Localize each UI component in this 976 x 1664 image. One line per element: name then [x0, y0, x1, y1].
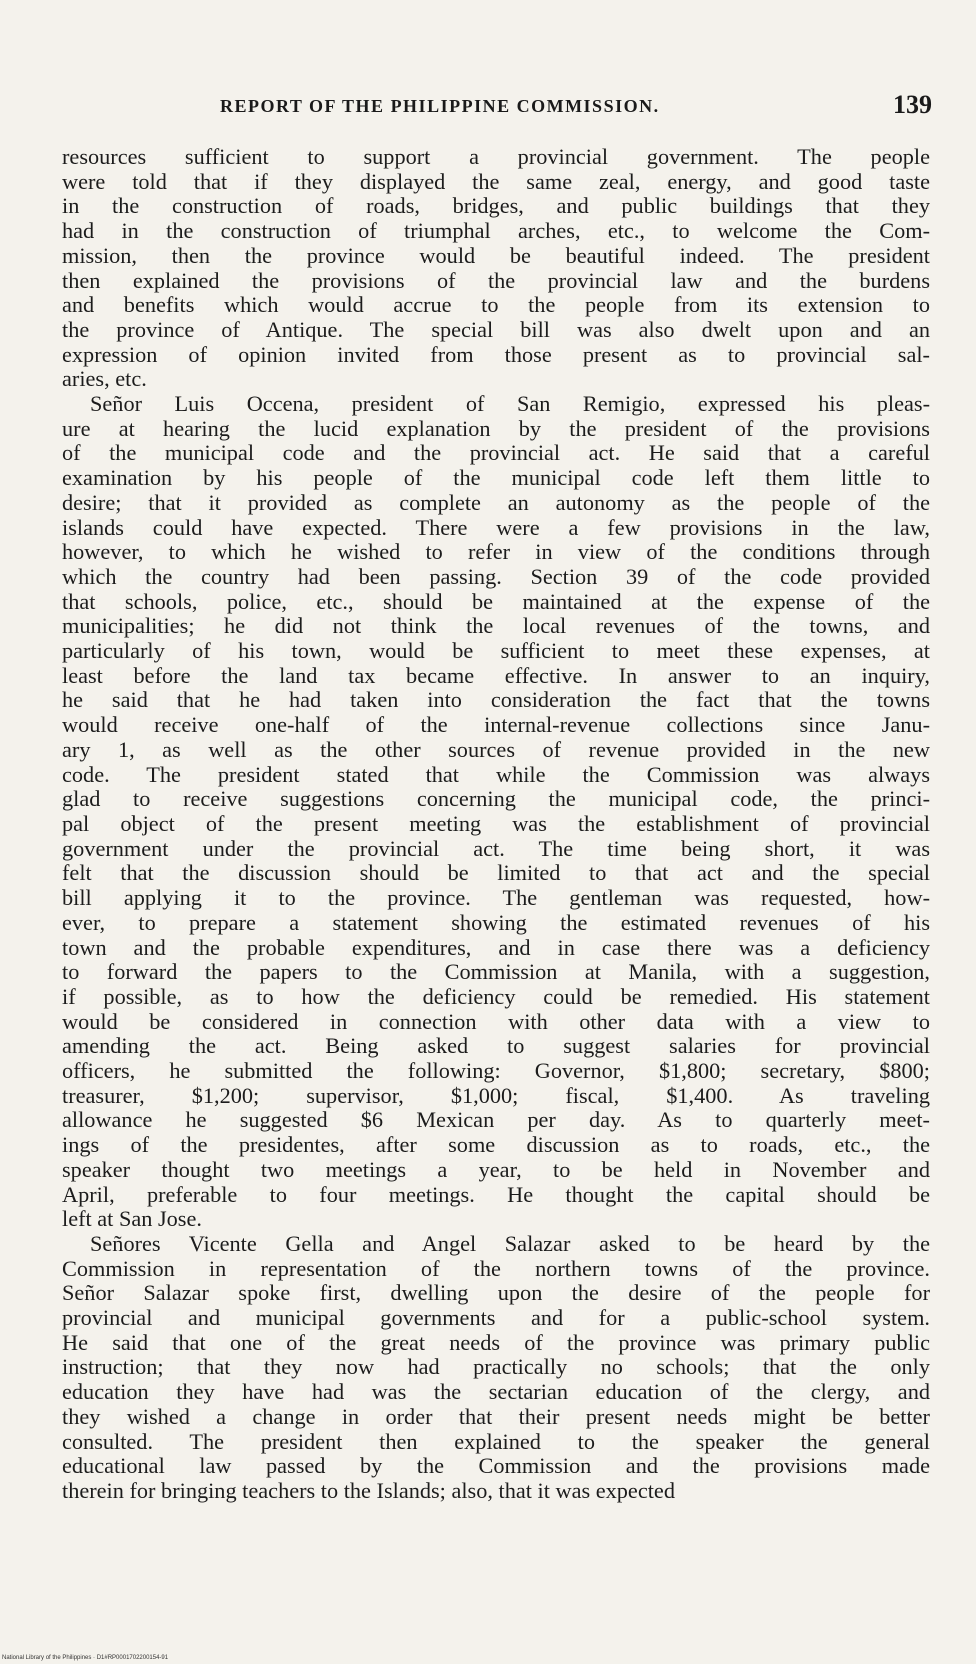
- text-line: resources sufficient to support a provincial government. The people: [62, 144, 930, 169]
- text-line: particularly of his town, would be sufficient to meet these expenses, at: [62, 638, 930, 664]
- text-line: Señor Luis Occena, president of San Remigio, expressed his pleas-: [90, 391, 930, 417]
- text-line: pal object of the present meeting was the establishment of provincial: [62, 810, 930, 836]
- text-line: ary 1, as well as the other sources of revenue provided in the new: [62, 736, 930, 762]
- text-line: provincial and municipal governments and for a public-school system.: [62, 1305, 930, 1331]
- text-line: and benefits which would accrue to the people from its extension to: [62, 292, 930, 318]
- text-line: islands could have expected. There were a few provisions in the law,: [62, 514, 930, 540]
- text-line: town and the probable expenditures, and in case there was a deficiency: [62, 934, 930, 960]
- paragraph: [62, 1232, 930, 1504]
- text-line: would receive one-half of the internal-revenue collections since Janu-: [62, 712, 930, 738]
- text-line: glad to receive suggestions concerning the municipal code, the princi-: [62, 786, 930, 812]
- body-text: [62, 145, 930, 1504]
- text-line: educational law passed by the Commission and the provisions made: [62, 1453, 930, 1479]
- text-line: consulted. The president then explained to the speaker the general: [62, 1428, 930, 1454]
- text-line: aries, etc.: [62, 366, 147, 392]
- text-line: He said that one of the great needs of the province was primary public: [62, 1329, 930, 1355]
- paragraph: [62, 145, 930, 392]
- text-line: education they have had was the sectarian education of the clergy, and: [62, 1379, 930, 1405]
- text-line: code. The president stated that while the Commission was always: [62, 761, 930, 787]
- text-line: ure at hearing the lucid explanation by the president of the provisions: [62, 415, 930, 441]
- text-line: felt that the discussion should be limited to that act and the special: [62, 860, 930, 886]
- text-line: Señor Salazar spoke first, dwelling upon the desire of the people for: [62, 1280, 930, 1306]
- text-line: mission, then the province would be beautiful indeed. The president: [62, 242, 930, 268]
- text-line: which the country had been passing. Section 39 of the code provided: [62, 563, 930, 589]
- text-line: however, to which he wished to refer in view of the conditions through: [62, 539, 930, 565]
- text-line: had in the construction of triumphal arches, etc., to welcome the Com-: [62, 218, 930, 244]
- text-line: desire; that it provided as complete an autonomy as the people of the: [62, 489, 930, 515]
- text-line: allowance he suggested $6 Mexican per day. As to quarterly meet-: [62, 1107, 930, 1133]
- text-line: left at San Jose.: [62, 1206, 202, 1232]
- text-line: April, preferable to four meetings. He thought the capital should be: [62, 1181, 930, 1207]
- text-line: he said that he had taken into consideration the fact that the towns: [62, 687, 930, 713]
- text-line: were told that if they displayed the same zeal, energy, and good taste: [62, 168, 930, 194]
- text-line: examination by his people of the municipal code left them little to: [62, 465, 930, 491]
- text-line: then explained the provisions of the provincial law and the burdens: [62, 267, 930, 293]
- text-line: treasurer, $1,200; supervisor, $1,000; fiscal, $1,400. As traveling: [62, 1082, 930, 1108]
- text-line: would be considered in connection with other data with a view to: [62, 1008, 930, 1034]
- page-header: [62, 90, 932, 130]
- text-line: in the construction of roads, bridges, and public buildings that they: [62, 193, 930, 219]
- text-line: municipalities; he did not think the local revenues of the towns, and: [62, 613, 930, 639]
- page-number: 139: [893, 90, 932, 119]
- text-line: bill applying it to the province. The gentleman was requested, how-: [62, 885, 930, 911]
- text-line: speaker thought two meetings a year, to be held in November and: [62, 1156, 930, 1182]
- text-line: least before the land tax became effective. In answer to an inquiry,: [62, 662, 930, 688]
- text-line: the province of Antique. The special bill was also dwelt upon and an: [62, 316, 930, 342]
- text-line: government under the provincial act. The time being short, it was: [62, 835, 930, 861]
- paragraph: [62, 392, 930, 1232]
- running-title: REPORT OF THE PHILIPPINE COMMISSION.: [220, 96, 660, 116]
- text-line: Señores Vicente Gella and Angel Salazar asked to be heard by the: [90, 1230, 930, 1256]
- text-line: therein for bringing teachers to the Islands; also, that it was expected: [62, 1477, 675, 1503]
- text-line: if possible, as to how the deficiency could be remedied. His statement: [62, 983, 930, 1009]
- text-line: officers, he submitted the following: Governor, $1,800; secretary, $800;: [62, 1058, 930, 1084]
- scan-footer-id: National Library of the Philippines · D1#RP0001702200154-91: [2, 1655, 169, 1661]
- text-line: ever, to prepare a statement showing the estimated revenues of his: [62, 909, 930, 935]
- text-line: instruction; that they now had practically no schools; that the only: [62, 1354, 930, 1380]
- text-line: expression of opinion invited from those present as to provincial sal-: [62, 341, 930, 367]
- text-line: of the municipal code and the provincial act. He said that a careful: [62, 440, 930, 466]
- text-line: to forward the papers to the Commission at Manila, with a suggestion,: [62, 959, 930, 985]
- text-line: ings of the presidentes, after some discussion as to roads, etc., the: [62, 1132, 930, 1158]
- text-line: that schools, police, etc., should be maintained at the expense of the: [62, 588, 930, 614]
- text-line: Commission in representation of the northern towns of the province.: [62, 1255, 930, 1281]
- text-line: they wished a change in order that their present needs might be better: [62, 1403, 930, 1429]
- text-line: amending the act. Being asked to suggest salaries for provincial: [62, 1033, 930, 1059]
